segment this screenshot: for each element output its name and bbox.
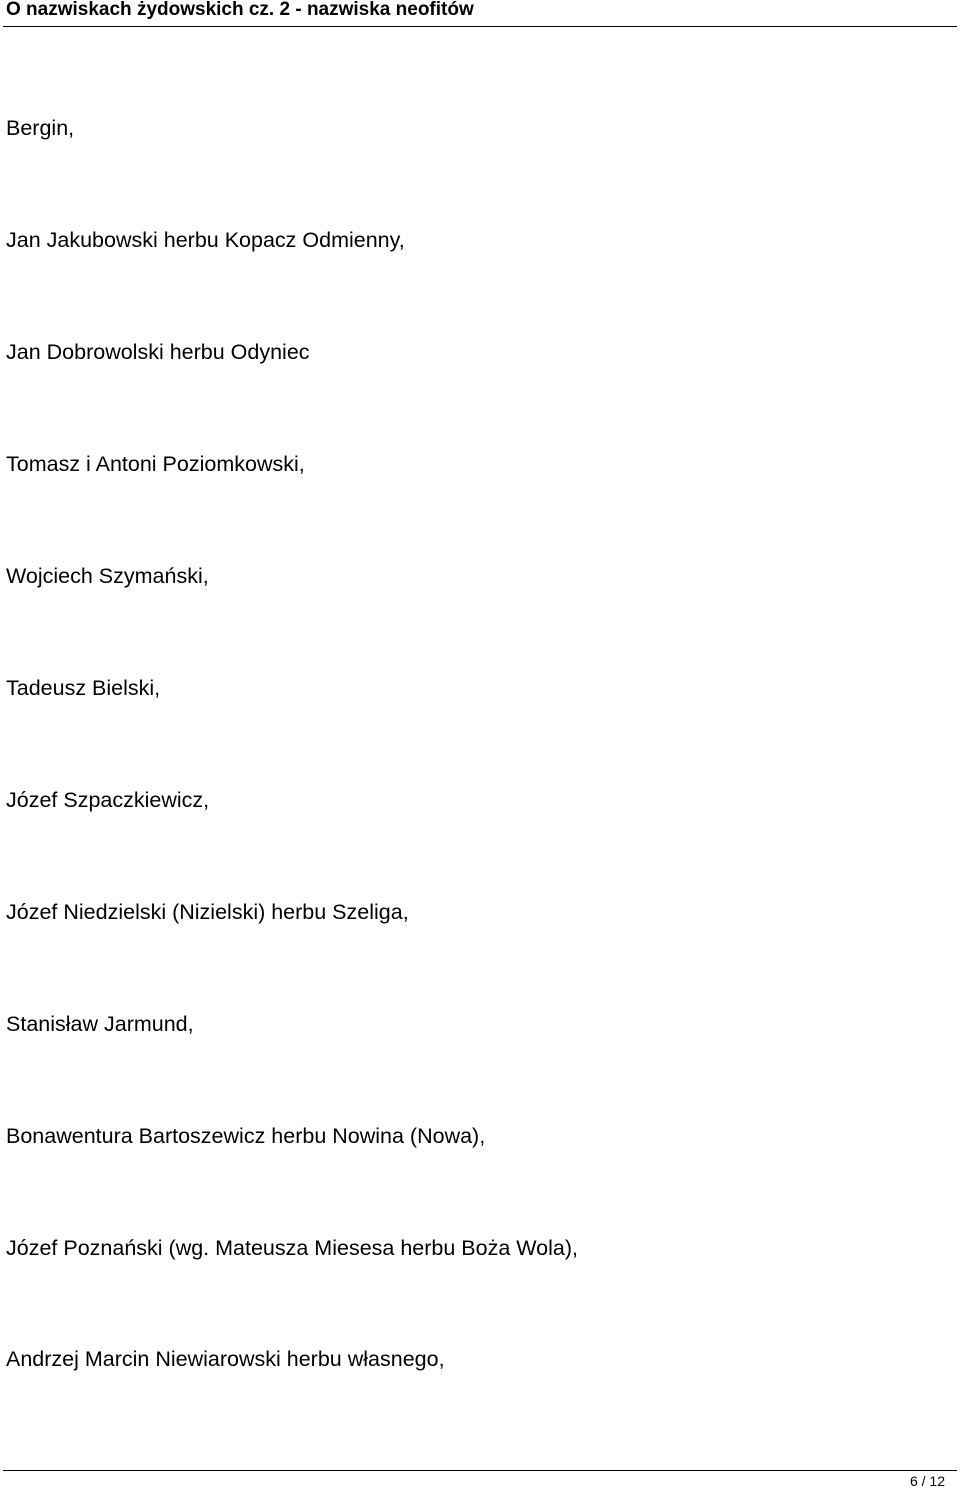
list-item: Jan Jakubowski herbu Kopacz Odmienny, <box>6 228 405 252</box>
list-item: Andrzej Marcin Niewiarowski herbu własnego, <box>6 1347 445 1371</box>
list-item: Tomasz i Antoni Poziomkowski, <box>6 452 305 476</box>
list-item: Stanisław Jarmund, <box>6 1012 194 1036</box>
page-header <box>3 0 957 27</box>
list-item: Jan Dobrowolski herbu Odyniec <box>6 340 310 364</box>
list-item: Tadeusz Bielski, <box>6 676 161 700</box>
document-title: O nazwiskach żydowskich cz. 2 - nazwiska neofitów <box>6 0 474 20</box>
page-footer <box>3 1470 957 1489</box>
list-item: Józef Szpaczkiewicz, <box>6 788 210 812</box>
list-item: Józef Poznański (wg. Mateusza Miesesa herbu Boża Wola), <box>6 1236 579 1260</box>
list-item: Wojciech Szymański, <box>6 564 209 588</box>
list-item: Józef Niedzielski (Nizielski) herbu Szeliga, <box>6 900 409 924</box>
page-number: 6 / 12 <box>909 1473 945 1489</box>
list-item: Bergin, <box>6 116 75 140</box>
list-item: Bonawentura Bartoszewicz herbu Nowina (Nowa), <box>6 1124 486 1148</box>
